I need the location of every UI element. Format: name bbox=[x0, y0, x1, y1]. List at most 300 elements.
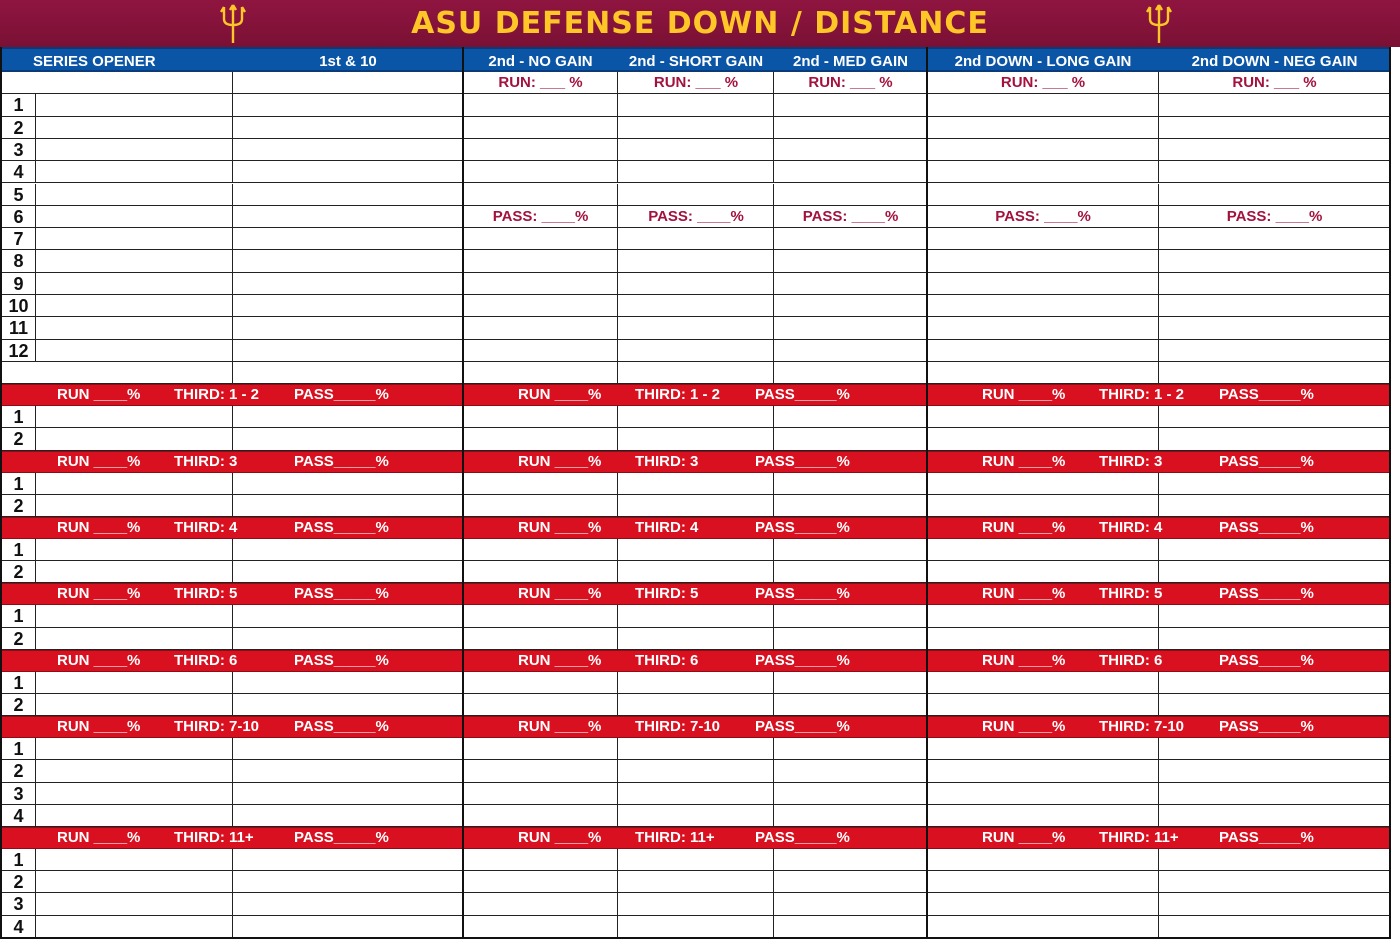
column-header-label: 2nd - SHORT GAIN bbox=[628, 53, 764, 70]
group-divider bbox=[462, 47, 464, 938]
grid-cell[interactable] bbox=[34, 473, 233, 495]
grid-cell[interactable] bbox=[1159, 628, 1390, 650]
grid-cell[interactable] bbox=[34, 295, 233, 317]
bar-run-label: RUN ____% bbox=[57, 718, 141, 736]
grid-cell[interactable] bbox=[618, 273, 774, 295]
grid-cell[interactable] bbox=[618, 893, 774, 915]
grid-cell[interactable] bbox=[34, 871, 233, 893]
grid-cell[interactable] bbox=[1159, 561, 1390, 583]
grid-cell[interactable] bbox=[233, 228, 463, 250]
grid-cell[interactable] bbox=[774, 406, 927, 428]
grid-cell[interactable] bbox=[618, 738, 774, 760]
grid-cell[interactable] bbox=[1159, 805, 1390, 827]
bar-third-label: THIRD: 11+ bbox=[635, 829, 715, 846]
third-down-bar bbox=[2, 716, 462, 738]
grid-cell[interactable] bbox=[927, 672, 1159, 694]
grid-cell[interactable] bbox=[1159, 250, 1390, 272]
grid-cell[interactable] bbox=[774, 317, 927, 339]
grid-cell[interactable] bbox=[618, 916, 774, 938]
row-number: 2 bbox=[2, 117, 36, 139]
grid-cell[interactable] bbox=[233, 871, 463, 893]
grid-cell[interactable] bbox=[463, 428, 618, 450]
row-number: 2 bbox=[2, 694, 36, 716]
grid-cell[interactable] bbox=[927, 117, 1159, 139]
grid-cell[interactable] bbox=[774, 428, 927, 450]
grid-cell[interactable] bbox=[774, 871, 927, 893]
bar-third-label: THIRD: 3 bbox=[174, 452, 238, 470]
board-border-right bbox=[1389, 47, 1391, 938]
grid-cell[interactable] bbox=[463, 295, 618, 317]
pass-percent-label: PASS: ____% bbox=[802, 207, 899, 225]
bar-pass-label: PASS_____% bbox=[755, 519, 850, 536]
bar-pass-label: PASS_____% bbox=[755, 718, 850, 736]
grid-cell[interactable] bbox=[34, 893, 233, 915]
bar-pass-label: PASS_____% bbox=[755, 386, 850, 404]
grid-cell[interactable] bbox=[927, 406, 1159, 428]
grid-cell[interactable] bbox=[233, 161, 463, 183]
grid-cell[interactable] bbox=[927, 250, 1159, 272]
grid-cell[interactable] bbox=[927, 539, 1159, 561]
grid-cell[interactable] bbox=[927, 473, 1159, 495]
third-down-bar bbox=[2, 384, 462, 406]
grid-cell[interactable] bbox=[1159, 672, 1390, 694]
grid-cell[interactable] bbox=[927, 228, 1159, 250]
grid-cell[interactable] bbox=[927, 561, 1159, 583]
grid-cell[interactable] bbox=[34, 495, 233, 517]
grid-cell[interactable] bbox=[618, 161, 774, 183]
bar-run-label: RUN ____% bbox=[982, 519, 1066, 536]
grid-cell[interactable] bbox=[1159, 871, 1390, 893]
grid-cell[interactable] bbox=[618, 561, 774, 583]
grid-cell[interactable] bbox=[233, 250, 463, 272]
grid-cell[interactable] bbox=[1159, 916, 1390, 938]
grid-cell[interactable] bbox=[1159, 849, 1390, 871]
grid-cell[interactable] bbox=[618, 805, 774, 827]
grid-cell[interactable] bbox=[233, 94, 463, 116]
grid-cell[interactable] bbox=[774, 273, 927, 295]
bar-pass-label: PASS_____% bbox=[294, 651, 389, 669]
grid-cell[interactable] bbox=[774, 139, 927, 161]
grid-cell[interactable] bbox=[618, 94, 774, 116]
grid-cell[interactable] bbox=[1159, 317, 1390, 339]
grid-cell[interactable] bbox=[233, 206, 463, 228]
third-down-bar bbox=[2, 517, 462, 539]
grid-cell[interactable] bbox=[34, 317, 233, 339]
grid-cell[interactable] bbox=[774, 849, 927, 871]
grid-cell[interactable] bbox=[1159, 738, 1390, 760]
grid-cell[interactable] bbox=[34, 561, 233, 583]
run-percent-label: RUN: ___ % bbox=[1000, 74, 1086, 91]
bar-third-label: THIRD: 6 bbox=[1099, 651, 1163, 669]
grid-cell[interactable] bbox=[34, 805, 233, 827]
grid-cell[interactable] bbox=[774, 539, 927, 561]
bar-run-label: RUN ____% bbox=[518, 585, 602, 603]
bar-run-label: RUN ____% bbox=[518, 386, 602, 404]
grid-cell[interactable] bbox=[774, 362, 927, 384]
column-header-label: SERIES OPENER bbox=[33, 53, 156, 70]
grid-cell[interactable] bbox=[1159, 495, 1390, 517]
grid-cell[interactable] bbox=[233, 738, 463, 760]
grid-cell[interactable] bbox=[774, 628, 927, 650]
grid-cell[interactable] bbox=[774, 117, 927, 139]
grid-cell[interactable] bbox=[34, 250, 233, 272]
pass-percent-label: PASS: ____% bbox=[1226, 207, 1323, 225]
grid-cell[interactable] bbox=[233, 628, 463, 650]
grid-cell[interactable] bbox=[463, 628, 618, 650]
grid-cell[interactable] bbox=[618, 340, 774, 362]
grid-cell[interactable] bbox=[233, 672, 463, 694]
grid-cell[interactable] bbox=[618, 362, 774, 384]
row-number: 1 bbox=[2, 539, 36, 561]
run-percent-label: RUN: ___ % bbox=[808, 74, 893, 91]
grid-cell[interactable] bbox=[34, 340, 233, 362]
grid-cell[interactable] bbox=[34, 783, 233, 805]
grid-cell[interactable] bbox=[463, 473, 618, 495]
grid-cell[interactable] bbox=[233, 473, 463, 495]
grid-cell[interactable] bbox=[463, 406, 618, 428]
grid-cell[interactable] bbox=[618, 428, 774, 450]
grid-cell[interactable] bbox=[463, 605, 618, 627]
bar-third-label: THIRD: 4 bbox=[635, 519, 699, 536]
row-number: 2 bbox=[2, 561, 36, 583]
grid-cell[interactable] bbox=[1159, 340, 1390, 362]
grid-cell[interactable] bbox=[34, 605, 233, 627]
grid-cell[interactable] bbox=[618, 871, 774, 893]
grid-cell[interactable] bbox=[1159, 139, 1390, 161]
grid-cell[interactable] bbox=[2, 362, 233, 384]
grid-cell[interactable] bbox=[463, 539, 618, 561]
grid-cell[interactable] bbox=[927, 362, 1159, 384]
row-number: 3 bbox=[2, 893, 36, 915]
grid-cell[interactable] bbox=[1159, 94, 1390, 116]
grid-cell[interactable] bbox=[233, 139, 463, 161]
grid-cell[interactable] bbox=[463, 161, 618, 183]
third-down-bar bbox=[927, 384, 1389, 406]
grid-cell[interactable] bbox=[34, 672, 233, 694]
row-number: 3 bbox=[2, 139, 36, 161]
grid-cell[interactable] bbox=[774, 672, 927, 694]
grid-cell[interactable] bbox=[927, 139, 1159, 161]
bar-pass-label: PASS_____% bbox=[1219, 519, 1314, 536]
third-down-bar bbox=[463, 716, 926, 738]
grid-cell[interactable] bbox=[774, 760, 927, 782]
grid-cell[interactable] bbox=[927, 871, 1159, 893]
grid-cell[interactable] bbox=[463, 783, 618, 805]
bar-pass-label: PASS_____% bbox=[1219, 651, 1314, 669]
grid-cell[interactable] bbox=[463, 893, 618, 915]
column-header-7 bbox=[1159, 47, 1390, 72]
grid-cell[interactable] bbox=[1159, 694, 1390, 716]
row-number: 3 bbox=[2, 783, 36, 805]
grid-cell[interactable] bbox=[34, 117, 233, 139]
pass-percent-label: PASS: ____% bbox=[995, 207, 1091, 225]
board-border-bottom bbox=[0, 937, 1391, 939]
grid-cell[interactable] bbox=[34, 916, 233, 938]
grid-cell[interactable] bbox=[463, 672, 618, 694]
grid-cell[interactable] bbox=[774, 783, 927, 805]
grid-cell[interactable] bbox=[233, 849, 463, 871]
bar-run-label: RUN ____% bbox=[982, 452, 1066, 470]
grid-cell[interactable] bbox=[1159, 117, 1390, 139]
grid-cell[interactable] bbox=[618, 317, 774, 339]
grid-cell[interactable] bbox=[463, 916, 618, 938]
grid-cell[interactable] bbox=[2, 72, 233, 94]
grid-cell[interactable] bbox=[774, 805, 927, 827]
grid-cell[interactable] bbox=[463, 273, 618, 295]
column-header-6 bbox=[927, 47, 1159, 72]
grid-cell[interactable] bbox=[927, 161, 1159, 183]
grid-cell[interactable] bbox=[774, 495, 927, 517]
grid-cell[interactable] bbox=[34, 161, 233, 183]
grid-cell[interactable] bbox=[463, 871, 618, 893]
grid-cell[interactable] bbox=[34, 760, 233, 782]
grid-cell[interactable] bbox=[233, 561, 463, 583]
grid-cell[interactable] bbox=[233, 694, 463, 716]
bar-third-label: THIRD: 7-10 bbox=[174, 718, 260, 736]
grid-cell[interactable] bbox=[618, 783, 774, 805]
grid-cell[interactable] bbox=[927, 760, 1159, 782]
column-header-label: 1st & 10 bbox=[319, 53, 377, 70]
grid-cell[interactable] bbox=[618, 250, 774, 272]
grid-cell[interactable] bbox=[1159, 295, 1390, 317]
grid-cell[interactable] bbox=[618, 672, 774, 694]
grid-cell[interactable] bbox=[618, 184, 774, 206]
grid-cell[interactable] bbox=[774, 916, 927, 938]
grid-cell[interactable] bbox=[34, 94, 233, 116]
grid-cell[interactable] bbox=[34, 849, 233, 871]
bar-pass-label: PASS_____% bbox=[294, 585, 389, 603]
grid-cell[interactable] bbox=[233, 317, 463, 339]
grid-cell[interactable] bbox=[233, 760, 463, 782]
third-down-bar bbox=[927, 827, 1389, 849]
grid-cell[interactable] bbox=[618, 228, 774, 250]
grid-cell[interactable] bbox=[34, 694, 233, 716]
grid-cell[interactable] bbox=[1159, 228, 1390, 250]
grid-cell[interactable] bbox=[927, 273, 1159, 295]
row-number: 4 bbox=[2, 805, 36, 827]
grid-cell[interactable] bbox=[233, 295, 463, 317]
grid-cell[interactable] bbox=[233, 406, 463, 428]
grid-cell[interactable] bbox=[927, 849, 1159, 871]
grid-cell[interactable] bbox=[927, 628, 1159, 650]
grid-cell[interactable] bbox=[34, 184, 233, 206]
bar-third-label: THIRD: 3 bbox=[635, 452, 699, 470]
grid-cell[interactable] bbox=[927, 340, 1159, 362]
third-down-bar bbox=[927, 517, 1389, 539]
bar-third-label: THIRD: 4 bbox=[1099, 519, 1163, 536]
grid-cell[interactable] bbox=[618, 495, 774, 517]
page-title: ASU DEFENSE DOWN / DISTANCE bbox=[411, 6, 989, 41]
grid-cell[interactable] bbox=[463, 117, 618, 139]
row-number: 1 bbox=[2, 406, 36, 428]
grid-cell[interactable] bbox=[618, 628, 774, 650]
grid-cell[interactable] bbox=[927, 805, 1159, 827]
grid-cell[interactable] bbox=[34, 738, 233, 760]
grid-cell[interactable] bbox=[463, 495, 618, 517]
bar-pass-label: PASS_____% bbox=[1219, 386, 1314, 404]
grid-cell[interactable] bbox=[233, 805, 463, 827]
grid-cell[interactable] bbox=[927, 94, 1159, 116]
bar-run-label: RUN ____% bbox=[57, 829, 141, 846]
grid-cell[interactable] bbox=[774, 561, 927, 583]
row-number: 7 bbox=[2, 228, 36, 250]
column-header-1 bbox=[2, 47, 233, 72]
grid-cell[interactable] bbox=[34, 206, 233, 228]
grid-cell[interactable] bbox=[233, 184, 463, 206]
grid-cell[interactable] bbox=[463, 250, 618, 272]
grid-cell[interactable] bbox=[774, 94, 927, 116]
grid-cell[interactable] bbox=[618, 139, 774, 161]
grid-cell[interactable] bbox=[1159, 362, 1390, 384]
grid-cell[interactable] bbox=[34, 273, 233, 295]
grid-cell[interactable] bbox=[774, 694, 927, 716]
bar-pass-label: PASS_____% bbox=[294, 829, 389, 846]
grid-cell[interactable] bbox=[618, 473, 774, 495]
row-number: 1 bbox=[2, 849, 36, 871]
grid-cell[interactable] bbox=[463, 362, 618, 384]
bar-third-label: THIRD: 7-10 bbox=[635, 718, 721, 736]
third-down-bar bbox=[927, 583, 1389, 605]
grid-cell[interactable] bbox=[1159, 893, 1390, 915]
grid-cell[interactable] bbox=[233, 605, 463, 627]
grid-cell[interactable] bbox=[927, 893, 1159, 915]
grid-cell[interactable] bbox=[463, 738, 618, 760]
grid-cell[interactable] bbox=[1159, 539, 1390, 561]
third-down-bar bbox=[2, 583, 462, 605]
grid-cell[interactable] bbox=[927, 694, 1159, 716]
grid-cell[interactable] bbox=[34, 139, 233, 161]
grid-cell[interactable] bbox=[1159, 760, 1390, 782]
grid-cell[interactable] bbox=[1159, 161, 1390, 183]
grid-cell[interactable] bbox=[618, 605, 774, 627]
third-down-bar bbox=[463, 650, 926, 672]
grid-cell[interactable] bbox=[34, 406, 233, 428]
grid-cell[interactable] bbox=[1159, 273, 1390, 295]
bar-third-label: THIRD: 3 bbox=[1099, 452, 1163, 470]
row-number: 1 bbox=[2, 672, 36, 694]
bar-run-label: RUN ____% bbox=[982, 651, 1066, 669]
grid-cell[interactable] bbox=[1159, 406, 1390, 428]
grid-cell[interactable] bbox=[463, 694, 618, 716]
third-down-bar bbox=[463, 827, 926, 849]
grid-cell[interactable] bbox=[927, 428, 1159, 450]
grid-cell[interactable] bbox=[233, 72, 463, 94]
third-down-bar bbox=[2, 827, 462, 849]
grid-cell[interactable] bbox=[34, 428, 233, 450]
bar-third-label: THIRD: 1 - 2 bbox=[174, 386, 260, 404]
grid-cell[interactable] bbox=[927, 184, 1159, 206]
grid-cell[interactable] bbox=[927, 317, 1159, 339]
bar-run-label: RUN ____% bbox=[982, 718, 1066, 736]
grid-cell[interactable] bbox=[233, 893, 463, 915]
grid-cell[interactable] bbox=[774, 340, 927, 362]
grid-cell[interactable] bbox=[233, 273, 463, 295]
grid-cell[interactable] bbox=[927, 295, 1159, 317]
grid-cell[interactable] bbox=[463, 94, 618, 116]
grid-cell[interactable] bbox=[233, 117, 463, 139]
row-number: 12 bbox=[2, 340, 36, 362]
grid-cell[interactable] bbox=[927, 738, 1159, 760]
board-border-left bbox=[0, 47, 2, 938]
grid-cell[interactable] bbox=[1159, 184, 1390, 206]
grid-cell[interactable] bbox=[34, 628, 233, 650]
grid-cell[interactable] bbox=[774, 295, 927, 317]
grid-cell[interactable] bbox=[618, 539, 774, 561]
grid-cell[interactable] bbox=[1159, 428, 1390, 450]
grid-cell[interactable] bbox=[463, 340, 618, 362]
grid-cell[interactable] bbox=[1159, 473, 1390, 495]
grid-cell[interactable] bbox=[463, 805, 618, 827]
grid-cell[interactable] bbox=[463, 849, 618, 871]
row-number: 2 bbox=[2, 495, 36, 517]
grid-cell[interactable] bbox=[927, 783, 1159, 805]
grid-cell[interactable] bbox=[233, 495, 463, 517]
grid-cell[interactable] bbox=[774, 473, 927, 495]
grid-cell[interactable] bbox=[1159, 605, 1390, 627]
pass-percent-label: PASS: ____% bbox=[492, 207, 589, 225]
third-down-bar bbox=[2, 650, 462, 672]
third-down-bar bbox=[927, 716, 1389, 738]
row-number: 5 bbox=[2, 184, 36, 206]
grid-cell[interactable] bbox=[774, 228, 927, 250]
bar-pass-label: PASS_____% bbox=[1219, 585, 1314, 603]
grid-cell[interactable] bbox=[618, 760, 774, 782]
grid-cell[interactable] bbox=[927, 495, 1159, 517]
grid-cell[interactable] bbox=[774, 161, 927, 183]
grid-cell[interactable] bbox=[774, 184, 927, 206]
row-number: 1 bbox=[2, 94, 36, 116]
grid-cell[interactable] bbox=[774, 893, 927, 915]
grid-cell[interactable] bbox=[774, 250, 927, 272]
grid-cell[interactable] bbox=[618, 406, 774, 428]
row-number: 10 bbox=[2, 295, 36, 317]
grid-cell[interactable] bbox=[774, 738, 927, 760]
third-down-bar bbox=[463, 384, 926, 406]
grid-cell[interactable] bbox=[463, 760, 618, 782]
bar-third-label: THIRD: 11+ bbox=[1099, 829, 1179, 846]
bar-run-label: RUN ____% bbox=[982, 585, 1066, 603]
grid-cell[interactable] bbox=[34, 228, 233, 250]
grid-cell[interactable] bbox=[618, 694, 774, 716]
grid-cell[interactable] bbox=[233, 783, 463, 805]
grid-cell[interactable] bbox=[233, 340, 463, 362]
grid-cell[interactable] bbox=[233, 916, 463, 938]
grid-cell[interactable] bbox=[233, 539, 463, 561]
grid-cell[interactable] bbox=[927, 916, 1159, 938]
grid-cell[interactable] bbox=[1159, 783, 1390, 805]
bar-run-label: RUN ____% bbox=[518, 829, 602, 846]
bar-third-label: THIRD: 5 bbox=[174, 585, 238, 603]
grid-cell[interactable] bbox=[463, 228, 618, 250]
grid-cell[interactable] bbox=[233, 428, 463, 450]
group-divider bbox=[926, 47, 928, 938]
grid-cell[interactable] bbox=[34, 539, 233, 561]
grid-cell[interactable] bbox=[463, 317, 618, 339]
third-down-bar bbox=[927, 451, 1389, 473]
grid-cell[interactable] bbox=[618, 117, 774, 139]
grid-cell[interactable] bbox=[233, 362, 463, 384]
grid-cell[interactable] bbox=[463, 139, 618, 161]
column-header-4 bbox=[618, 47, 774, 72]
grid-cell[interactable] bbox=[618, 849, 774, 871]
row-number: 4 bbox=[2, 161, 36, 183]
grid-cell[interactable] bbox=[774, 605, 927, 627]
grid-cell[interactable] bbox=[618, 295, 774, 317]
bar-third-label: THIRD: 5 bbox=[635, 585, 699, 603]
grid-cell[interactable] bbox=[927, 605, 1159, 627]
grid-cell[interactable] bbox=[463, 561, 618, 583]
grid-cell[interactable] bbox=[463, 184, 618, 206]
